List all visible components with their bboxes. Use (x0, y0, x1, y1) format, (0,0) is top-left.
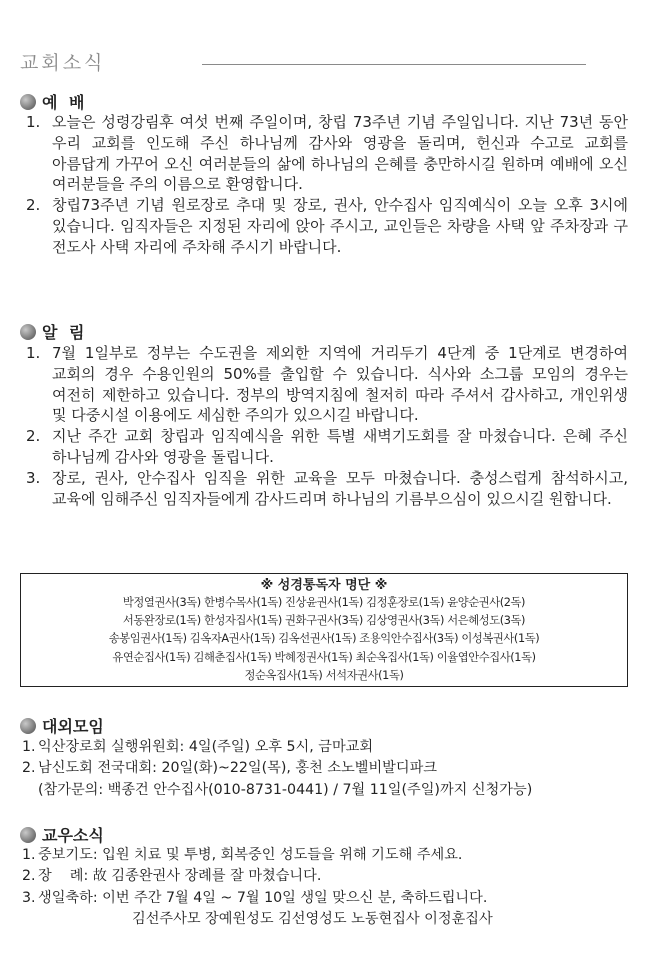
list-item (22, 888, 634, 909)
item-number: 1. (22, 847, 36, 863)
readers-line: 서동완장로(1독) 한성자집사(1독) 권화구권사(3독) 김상영권사(3독) 서은혜성도(3독) (122, 614, 526, 628)
item-text: 생일축하: 이번 주간 7월 4일 ~ 7월 10일 생일 맞으신 분, 축하드립니다. (38, 889, 488, 906)
external-list (22, 737, 634, 801)
item-text: 남신도회 전국대회: 20일(화)~22일(목), 홍천 소노벨비발디파크 (38, 760, 437, 777)
section-label: 교우소식 (42, 826, 104, 845)
list-item (26, 112, 628, 195)
birthday-names: 김선주사모 장예원성도 김선영성도 노동현집사 이정훈집사 (132, 911, 493, 928)
bullet-icon (20, 324, 36, 340)
section-members-header (20, 823, 104, 846)
item-number: 3. (26, 468, 41, 487)
readers-line: 유연순집사(1독) 김해춘집사(1독) 박혜정권사(1독) 최순옥집사(1독) 이율엽안수집사(1독) (112, 650, 536, 664)
section-worship-header (20, 90, 87, 113)
notice-list (26, 343, 628, 509)
item-number: 2. (26, 427, 41, 446)
section-notice-header (20, 320, 87, 343)
readers-line: 정순옥집사(1독) 서석자권사(1독) (244, 668, 404, 682)
item-number: 1. (26, 344, 41, 362)
item-number: 3. (22, 889, 36, 906)
bible-readers-box (20, 573, 628, 687)
page-title: 교회소식 (20, 52, 106, 74)
list-item (22, 737, 634, 758)
members-list (22, 845, 634, 931)
item-number: 1. (26, 113, 41, 131)
item-number: 2. (22, 868, 36, 885)
list-item (22, 845, 634, 866)
list-item (26, 468, 628, 510)
list-item (22, 866, 634, 887)
section-label: 알 림 (42, 323, 88, 342)
list-item (22, 758, 634, 779)
list-item (26, 195, 628, 257)
item-text: 장 례: 故 김종완권사 장례를 잘 마쳤습니다. (38, 868, 322, 885)
item-text: 익산장로회 실행위원회: 4일(주일) 오후 5시, 금마교회 (38, 739, 374, 755)
worship-list (26, 112, 628, 258)
list-item (26, 426, 628, 468)
item-text: 장로, 권사, 안수집사 임직을 위한 교육을 모두 마쳤습니다. 충성스럽게 참석하시고, 교육에 임해주신 임직자들에게 감사드리며 하나님의 기름부으심이 있으시길 원합니다. (52, 468, 628, 508)
readers-title: ※ 성경통독자 명단 ※ (260, 578, 388, 593)
list-item (26, 343, 628, 426)
section-external-header (20, 714, 104, 737)
item-text: 7월 1일부로 정부는 수도권을 제외한 지역에 거리두기 4단계 중 1단계로 변경하여 교회의 경우 수용인원의 50%를 출입할 수 있습니다. 식사와 소그룹 모임의 경우는 여전히 제한하고 있습니다. 정부의 방역지침에 철저히 따라 주셔서 감사하고, 개인위생 및 다중시설 이용에도 세심한 주의가 있으시길 바랍니다. (52, 344, 628, 425)
item-number: 2. (26, 196, 41, 215)
section-label: 대외모임 (42, 717, 104, 736)
item-number: 2. (22, 760, 36, 777)
item-number: 1. (22, 739, 36, 755)
bullet-icon (20, 94, 36, 110)
bullet-icon (20, 718, 36, 734)
item-text: 창립73주년 기념 원로장로 추대 및 장로, 권사, 안수집사 임직예식이 오늘 오후 3시에 있습니다. 임직자들은 지정된 자리에 앉아 주시고, 교인들은 차량을 사택 앞 주차장과 구 전도사 사택 자리에 주차해 주시기 바랍니다. (52, 196, 628, 256)
item-text: 중보기도: 입원 치료 및 투병, 회복중인 성도들을 위해 기도해 주세요. (38, 847, 463, 863)
title-divider (202, 64, 586, 65)
readers-line: 송봉임권사(1독) 김옥자A권사(1독) 김옥선권사(1독) 조용익안수집사(3독) 이성복권사(1독) (108, 632, 540, 646)
bullet-icon (20, 827, 36, 843)
item-text: 오늘은 성령강림후 여섯 번째 주일이며, 창립 73주년 기념 주일입니다. 지난 73년 동안 우리 교회를 인도해 주신 하나님께 감사와 영광을 돌리며, 헌신과 수고로 교회를 아름답게 가꾸어 오신 여러분들의 삶에 하나님의 은혜를 충만하시길 원하며 예배에 오신 여러분들을 주의 이름으로 환영합니다. (52, 113, 628, 194)
section-label: 예 배 (42, 93, 88, 112)
external-note: (참가문의: 백종건 안수집사(010-8731-0441) / 7월 11일(주일)까지 신청가능) (38, 781, 533, 798)
item-text: 지난 주간 교회 창립과 임직예식을 위한 특별 새벽기도회를 잘 마쳤습니다. 은혜 주신 하나님께 감사와 영광을 돌립니다. (52, 427, 628, 466)
readers-line: 박정열권사(3독) 한병수목사(1독) 진상윤권사(1독) 김정훈장로(1독) 윤양순권사(2독) (122, 596, 526, 609)
